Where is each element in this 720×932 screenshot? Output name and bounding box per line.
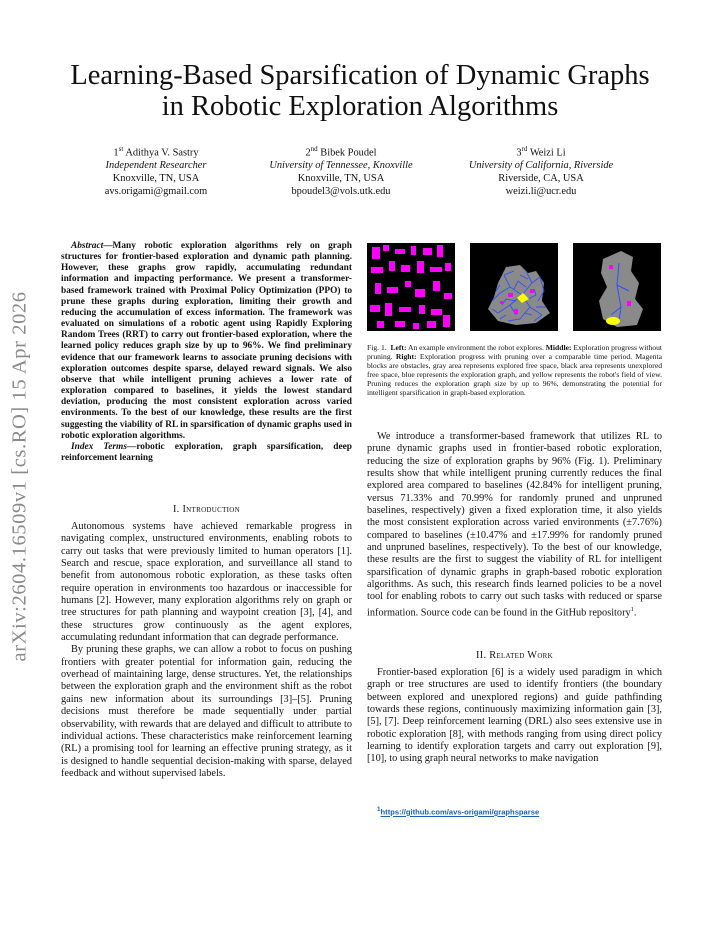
author-3 [426, 143, 656, 198]
caption-left-text: An example environment the robot explores. [406, 343, 546, 352]
arxiv-stamp: arXiv:2604.16509v1 [cs.RO] 15 Apr 2026 [8, 291, 31, 662]
intro-paragraph-2: By pruning these graphs, we can allow a robot to focus on pushing frontiers with greater potential for information gain, reducing the overhead of maintaining large, dense structures. Yet, the relationships between the exploration graph and the environment shift as the robot gains new information about its surroundings [3]–[5]. Pruning decisions must therefore be made sequentially under partial observability, with rewards that are delayed and difficult to attribute to individual actions. These characteristics make reinforcement learning (RL) a promising tool for learning an effective pruning strategy, as it is designed to handle sequential decision-making with sparse, delayed feedback and without supervised labels. [61, 644, 352, 779]
section-1-title: Introduction [182, 504, 241, 515]
author-3-location: Riverside, CA, USA [498, 173, 584, 185]
section-2-title: Related Work [489, 650, 553, 661]
section-heading-related-work [367, 650, 662, 661]
author-2 [226, 143, 456, 198]
index-terms-text: —robotic exploration, graph sparsification, deep reinforcement learning [61, 441, 352, 463]
figure-1-caption [367, 344, 662, 397]
abstract-label: Abstract [71, 241, 104, 251]
contribution-paragraph [367, 431, 662, 620]
related-work-body [367, 667, 662, 766]
author-2-location: Knoxville, TN, USA [297, 173, 385, 185]
author-1-name: Adithya V. Sastry [125, 147, 199, 159]
paper-title [40, 60, 680, 122]
caption-middle-label: Middle: [545, 343, 572, 352]
figure-left-environment [367, 243, 455, 331]
author-1-affiliation: Independent Researcher [105, 160, 207, 172]
author-2-affiliation: University of Tennessee, Knoxville [269, 160, 413, 172]
author-1-email: avs.origami@gmail.com [104, 186, 208, 198]
figure-middle-unpruned [470, 243, 558, 331]
author-3-email: weizi.li@ucr.edu [505, 186, 577, 198]
right-column-body [367, 431, 662, 620]
contribution-text: We introduce a transformer-based framework that utilizes RL to prune dynamic graphs used in frontier-based robotic exploration, reducing the size of exploration graphs by 96% (Fig. 1). Preliminary results show that while intelligent pruning currently reduces the final explored area compared to baselines (42.84% for intelligent pruning, versus 71.33% and 70.99% for randomly pruned and unpruned baselines, respectively) given a fixed exploration time, it also yields the most consistent exploration across varied environments (±7.76%) compared to baselines (±10.47% and ±17.99% for randomly pruned and unpruned baselines, respectively). To the best of our knowledge, these results are the first to suggest the viability of RL for intelligent sparsification of dynamic graphs in graph-based robotic exploration algorithms. As such, this research finds learned policies to be a novel tool for enabling robots to carry out such tasks with reduced or sparse information. Source code can be found in the GitHub repository [367, 431, 662, 619]
intro-paragraph-1: Autonomous systems have achieved remarkable progress in navigating complex, unstructured environments, enabling robots to carry out tasks that were previously limited to human operators [1]. Search and rescue, space exploration, and surveillance all stand to benefit from autonomous robotic exploration, as these tasks often require operation in environments too hazardous or inaccessible for humans [2]. However, many exploration algorithms rely on graph or tree structures for path planning and waypoint creation [3], [4], and these structures grow continuously as the agent explores, accumulating redundant information that can degrade performance. [61, 521, 352, 644]
index-terms-label: Index Terms [71, 441, 127, 452]
intro-body [61, 521, 352, 780]
author-3-ord: 3 [516, 147, 522, 159]
author-2-ord: 2 [305, 147, 311, 159]
author-1-ord: 1 [113, 147, 119, 159]
footnote-marker: 1 [630, 605, 634, 613]
author-3-affiliation: University of California, Riverside [468, 160, 614, 172]
footnote [377, 806, 539, 817]
caption-middle-text: Exploration progress without pruning. [367, 343, 663, 361]
footnote-number: 1 [377, 806, 381, 813]
caption-label: Fig. 1. [367, 343, 387, 352]
title-line-2: in Robotic Exploration Algorithms [161, 91, 559, 122]
author-2-email: bpoudel3@vols.utk.edu [291, 186, 391, 198]
author-3-ord-sup: rd [521, 145, 528, 153]
section-2-number: II. [475, 650, 487, 661]
abstract-text: —Many robotic exploration algorithms rely on graph structures for frontier-based exploration and dynamic path planning. However, these graphs grow rapidly, accumulating redundant information and impacting performance. We present a transformer-based framework trained with Proximal Policy Optimization (PPO) to prune these graphs during exploration, limiting their growth and reducing the accumulation of excess information. The framework was evaluated on simulations of a robotic agent using Rapidly Exploring Random Trees (RRT) to carry out frontier-based exploration, where the learned policy reduces graph size by up to 96%. We find preliminary evidence that our framework learns to associate pruning decisions with exploration outcomes despite sparse, delayed reward signals. We also observe that while intelligent pruning achieves a lower rate of exploration compared to baselines, it yields the lowest standard deviation, producing the most consistent exploration across varied environments. To the best of our knowledge, these results are the first suggesting the viability of RL in sparsification of dynamic graphs used in robotic exploration algorithms. [61, 241, 352, 441]
figure-right-pruned [573, 243, 661, 331]
caption-right-text: Exploration progress with pruning over a comparable time period. Magenta blocks are obstacles, gray area represents explored free space, black area represents unexplored free space, blue represents the exploration graph, and yellow represents the robot's field of view. Pruning reduces the exploration graph size by up to 96%, demonstrating the potential for intelligent sparsification in graph-based exploration. [367, 351, 662, 397]
caption-left-label: Left: [390, 343, 407, 352]
author-3-name: Weizi Li [529, 147, 566, 159]
footnote-link[interactable]: https://github.com/avs-origami/graphsparse [380, 807, 540, 817]
section-heading-introduction [61, 504, 352, 515]
abstract [61, 241, 352, 464]
author-1-ord-sup: st [118, 145, 124, 153]
related-work-paragraph-1: Frontier-based exploration [6] is a widely used paradigm in which graph or tree structures are used to identify frontiers (the boundary between explored and unexplored regions) and guide pathfinding towards these regions, continuously maximizing information gain [3], [5], [7]. Deep reinforcement learning (DRL) also sees extensive use in robotic exploration [8], with methods ranging from using direct policy learning to identify exploration targets and carry out exploration [9], [10], to using graph neural networks to make navigation [367, 667, 662, 765]
section-1-number: I. [172, 504, 180, 515]
field-of-view [606, 317, 620, 325]
title-line-1: Learning-Based Sparsification of Dynamic Graphs [70, 60, 650, 91]
contribution-end: . [633, 607, 637, 619]
author-1-location: Knoxville, TN, USA [112, 173, 200, 185]
caption-right-label: Right: [395, 351, 417, 361]
author-2-ord-sup: nd [310, 145, 318, 153]
author-2-name: Bibek Poudel [320, 147, 377, 159]
